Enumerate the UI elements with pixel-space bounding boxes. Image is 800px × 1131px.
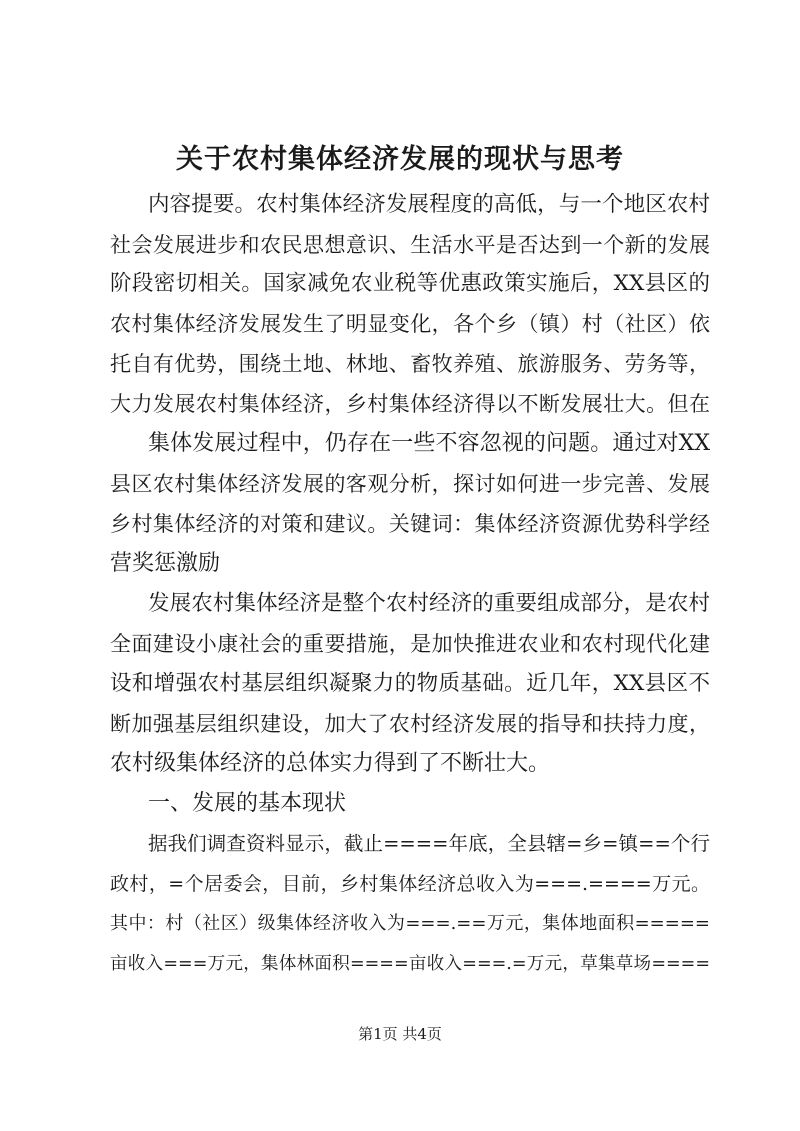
paragraph-line: 阶段密切相关。国家减免农业税等优惠政策实施后，XX县区的	[110, 271, 710, 296]
paragraph-line: 设和增强农村基层组织凝聚力的物质基础。近几年，XX县区不	[110, 671, 710, 696]
paragraph-line: 大力发展农村集体经济，乡村集体经济得以不断发展壮大。但在	[110, 392, 710, 416]
paragraph-line: 乡村集体经济的对策和建议。关键词：集体经济资源优势科学经	[110, 512, 710, 536]
paragraph-line: 内容提要。农村集体经济发展程度的高低，与一个地区农村	[148, 192, 710, 217]
paragraph-line: 全面建设小康社会的重要措施，是加快推进农业和农村现代化建	[110, 632, 710, 656]
paragraph-line: 农村级集体经济的总体实力得到了不断壮大。	[110, 751, 551, 776]
paragraph-line: 农村集体经济发展发生了明显变化，各个乡（镇）村（社区）依	[110, 312, 710, 336]
paragraph-line: 政村，=个居委会，目前，乡村集体经济总收入为===.====万元。	[110, 873, 710, 895]
paragraph-line: 营奖惩激励	[110, 551, 221, 576]
paragraph-line: 亩收入===万元，集体林面积====亩收入===.=万元，草集草场====	[110, 954, 710, 974]
paragraph-line: 县区农村集体经济发展的客观分析，探讨如何进一步完善、发展	[110, 472, 710, 496]
paragraph-line: 断加强基层组织建设，加大了农村经济发展的指导和扶持力度，	[110, 712, 710, 736]
paragraph-line: 据我们调查资料显示，截止====年底，全县辖=乡=镇==个行	[148, 832, 710, 855]
paragraph-line: 其中：村（社区）级集体经济收入为===.==万元，集体地面积=====	[110, 913, 710, 934]
document-title: 关于农村集体经济发展的现状与思考	[176, 144, 624, 175]
paragraph-line: 社会发展进步和农民思想意识、生活水平是否达到一个新的发展	[110, 233, 710, 257]
paragraph-line: 集体发展过程中，仍存在一些不容忽视的问题。通过对XX	[148, 431, 710, 456]
section-heading: 一、发展的基本现状	[148, 791, 347, 816]
paragraph-line: 发展农村集体经济是整个农村经济的重要组成部分，是农村	[148, 591, 710, 616]
paragraph-line: 托自有优势，围绕土地、林地、畜牧养殖、旅游服务、劳务等，	[110, 352, 710, 376]
page-footer: 第1页 共4页	[358, 1025, 442, 1043]
